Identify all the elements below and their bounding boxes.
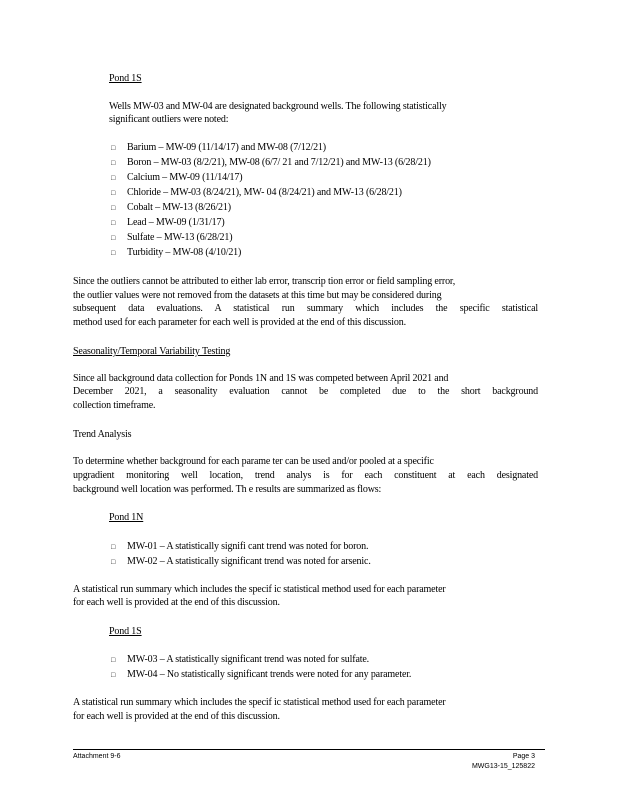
pond-1s-trend-item: MW-04 – No statistically significant trends were noted for any parameter. xyxy=(127,669,412,680)
trend-analysis-heading: Trend Analysis xyxy=(73,429,132,440)
footer-document-id: MWG13-15_125822 xyxy=(471,763,535,770)
pond-1s-heading: Pond 1S xyxy=(109,73,142,84)
bullet-icon: □ xyxy=(111,159,116,167)
trend-paragraph-line: upgradient monitoring well location, trend analys is for each constituent at each designated xyxy=(73,470,538,481)
seasonality-paragraph-line: collection timeframe. xyxy=(73,400,156,411)
bullet-icon: □ xyxy=(111,234,116,242)
bullet-icon: □ xyxy=(111,189,116,197)
bullet-icon: □ xyxy=(111,174,116,182)
outlier-item: Lead – MW-09 (1/31/17) xyxy=(127,217,225,228)
bullet-icon: □ xyxy=(111,656,116,664)
seasonality-heading: Seasonality/Temporal Variability Testing xyxy=(73,346,231,357)
pond-1n-heading: Pond 1N xyxy=(109,512,144,523)
bullet-icon: □ xyxy=(111,219,116,227)
bullet-icon: □ xyxy=(111,543,116,551)
pond-1s-summary-line: for each well is provided at the end of this discussion. xyxy=(73,711,280,722)
pond-1n-summary-line: for each well is provided at the end of this discussion. xyxy=(73,597,280,608)
outlier-item: Boron – MW-03 (8/2/21), MW-08 (6/7/ 21 and 7/12/21) and MW-13 (6/28/21) xyxy=(127,157,431,168)
outlier-item: Sulfate – MW-13 (6/28/21) xyxy=(127,232,233,243)
outlier-item: Cobalt – MW-13 (8/26/21) xyxy=(127,202,231,213)
outlier-paragraph-line: method used for each parameter for each well is provided at the end of this discussion. xyxy=(73,317,406,328)
outlier-paragraph-line: Since the outliers cannot be attributed to either lab error, transcrip tion error or field sampling error, xyxy=(73,276,456,287)
trend-paragraph-line: background well location was performed. Th e results are summarized as flows: xyxy=(73,484,382,495)
pond-1s-intro-line: Wells MW-03 and MW-04 are designated background wells. The following statistically xyxy=(109,101,447,112)
bullet-icon: □ xyxy=(111,671,116,679)
bullet-icon: □ xyxy=(111,144,116,152)
outlier-paragraph-line: subsequent data evaluations. A statistical run summary which includes the specific statistical xyxy=(73,303,538,314)
bullet-icon: □ xyxy=(111,204,116,212)
outlier-item: Turbidity – MW-08 (4/10/21) xyxy=(127,247,242,258)
pond-1s-trend-heading: Pond 1S xyxy=(109,626,142,637)
pond-1s-trend-item: MW-03 – A statistically significant trend was noted for sulfate. xyxy=(127,654,370,665)
pond-1n-trend-item: MW-02 – A statistically significant trend was noted for arsenic. xyxy=(127,556,371,567)
trend-paragraph-line: To determine whether background for each parame ter can be used and/or pooled at a specific xyxy=(73,456,434,467)
outlier-item: Calcium – MW-09 (11/14/17) xyxy=(127,172,243,183)
seasonality-paragraph-line: Since all background data collection for Ponds 1N and 1S was competed between April 2021 and xyxy=(73,373,449,384)
outlier-item: Chloride – MW-03 (8/24/21), MW- 04 (8/24/21) and MW-13 (6/28/21) xyxy=(127,187,402,198)
pond-1s-summary-line: A statistical run summary which includes the specif ic statistical method used for each parameter xyxy=(73,697,446,708)
footer-attachment: Attachment 9-6 xyxy=(73,753,121,760)
footer-page-number: Page 3 xyxy=(512,753,535,760)
bullet-icon: □ xyxy=(111,249,116,257)
pond-1n-summary-line: A statistical run summary which includes the specif ic statistical method used for each parameter xyxy=(73,584,446,595)
pond-1n-trend-item: MW-01 – A statistically signifi cant trend was noted for boron. xyxy=(127,541,369,552)
pond-1s-intro-line: significant outliers were noted: xyxy=(109,114,229,125)
outlier-item: Barium – MW-09 (11/14/17) and MW-08 (7/12/21) xyxy=(127,142,326,153)
outlier-paragraph-line: the outlier values were not removed from the datasets at this time but may be considered during xyxy=(73,290,442,301)
bullet-icon: □ xyxy=(111,558,116,566)
footer-rule xyxy=(73,749,545,750)
seasonality-paragraph-line: December 2021, a seasonality evaluation cannot be completed due to the short background xyxy=(73,386,538,397)
